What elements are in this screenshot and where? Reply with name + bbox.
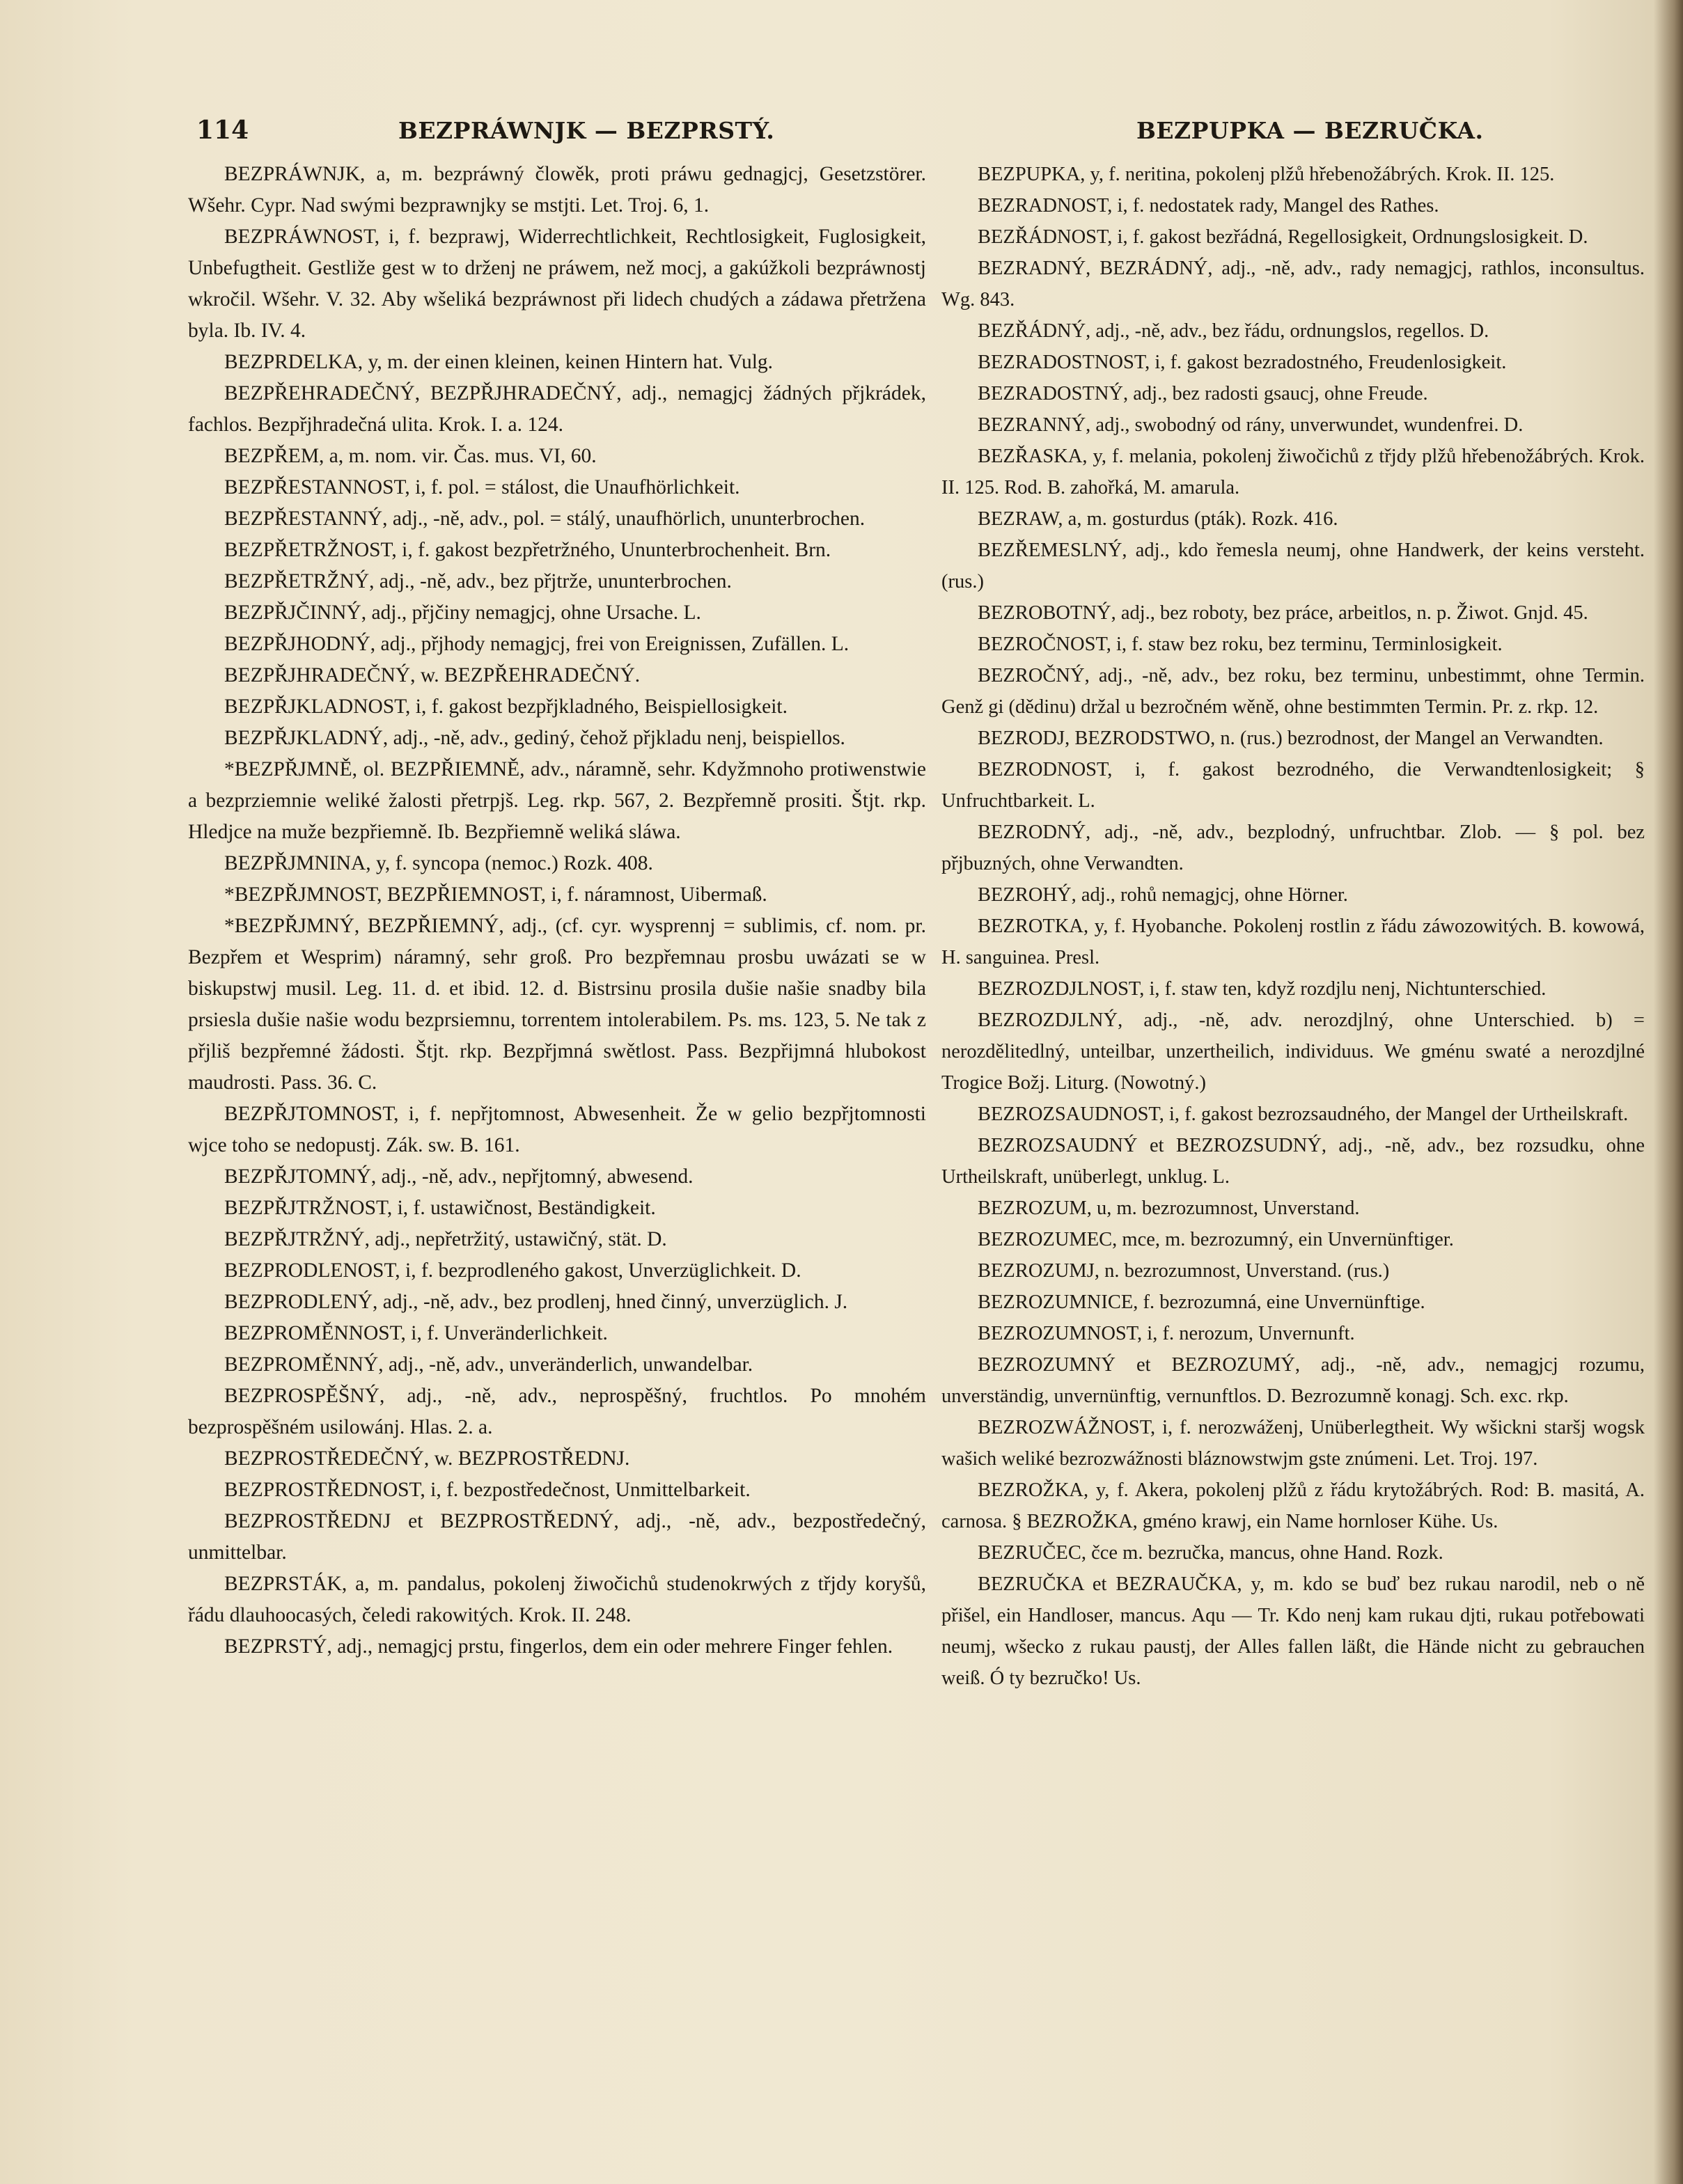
dictionary-entry: BEZPRSTÁK, a, m. pandalus, pokolenj žiwočichů studenokrwých z třjdy koryšů, řádu dlauhoocasých, čeledi rakowitých. Krok. II. 248.	[188, 1573, 926, 1626]
dictionary-entry: BEZPŘEM, a, m. nom. vir. Čas. mus. VI, 60.	[224, 445, 597, 467]
dictionary-entry: *BEZPŘJMNÝ, BEZPŘIEMNÝ, adj., (cf. cyr. wysprennj = sublimis, cf. nom. pr. Bezpřem et Wesprim) náramný, sehr groß. Pro bezpřemnau prosbu uwázati se w biskupstwj musil. Leg. 11. d. et ibid. 12. d. Bistrsinu prosila dušie našie snadby bila prsiesla dušie našie wodu bezprsiemnu, torrentem intolerabilem. Ps. ms. 123, 5. Ne tak z přjliš bezpřemné žádosti. Štjt. rkp. Bezpřjmná swětlost. Pass. Bezpřijmná hlubokost maudrosti. Pass. 36. C.	[188, 915, 926, 1094]
dictionary-entry: BEZRAW, a, m. gosturdus (pták). Rozk. 416.	[978, 508, 1338, 530]
dictionary-entry: BEZRUČKA et BEZRAUČKA, y, m. kdo se buď bez rukau narodil, neb o ně přišel, ein Handloser, mancus. Aqu — Tr. Kdo nenj kam rukau djti, rukau potřebowati neumj, wšecko z rukau paustj, der Alles fallen läßt, die Hände nicht zu gebrauchen weiß. Ó ty bezručko! Us.	[941, 1573, 1645, 1689]
dictionary-entry: BEZROZDJLNÝ, adj., -ně, adv. nerozdjlný, ohne Unterschied. b) = nerozdělitedlný, unteilbar, unzertheilich, individuus. We gménu swaté a nerozdjlné Trogice Božj. Liturg. (Nowotný.)	[941, 1009, 1645, 1094]
dictionary-entry: BEZRODJ, BEZRODSTWO, n. (rus.) bezrodnost, der Mangel an Verwandten.	[978, 728, 1604, 749]
dictionary-entry: BEZPŘETRŽNOST, i, f. gakost bezpřetržného, Ununterbrochenheit. Brn.	[224, 539, 831, 561]
dictionary-entry: BEZROŽKA, y, f. Akera, pokolenj plžů z řádu krytožábrých. Rod: B. masitá, A. carnosa. § BEZROŽKA, gméno krawj, ein Name hornloser Kühe. Us.	[941, 1479, 1645, 1532]
dictionary-entry: BEZPŘJKLADNÝ, adj., -ně, adv., gediný, čehož přjkladu nenj, beispiellos.	[224, 727, 845, 749]
dictionary-entry: BEZROZUMEC, mce, m. bezrozumný, ein Unvernünftiger.	[978, 1229, 1454, 1250]
left-column	[188, 159, 926, 1663]
dictionary-entry: BEZPŘJTOMNOST, i, f. nepřjtomnost, Abwesenheit. Že w gelio bezpřjtomnosti wjce toho se nedopustj. Zák. sw. B. 161.	[188, 1103, 926, 1156]
dictionary-entry: BEZPROMĚNNOST, i, f. Unveränderlichkeit.	[224, 1322, 608, 1344]
dictionary-entry: BEZROZUMNÝ et BEZROZUMÝ, adj., -ně, adv., nemagjcj rozumu, unverständig, unvernünftig, vernunftlos. D. Bezrozumně konagj. Sch. exc. rkp.	[941, 1354, 1645, 1407]
dictionary-entry: BEZROČNÝ, adj., -ně, adv., bez roku, bez terminu, unbestimmt, ohne Termin. Genž gi (dědinu) držal u bezročném wěně, ohne bestimmten Termin. Pr. z. rkp. 12.	[941, 665, 1645, 718]
right-column	[941, 159, 1645, 1694]
dictionary-entry: BEZROZUMJ, n. bezrozumnost, Unverstand. (rus.)	[978, 1260, 1390, 1282]
dictionary-entry: BEZPŘJMNINA, y, f. syncopa (nemoc.) Rozk. 408.	[224, 852, 653, 874]
dictionary-entry: BEZPRÁWNOST, i, f. bezprawj, Widerrechtlichkeit, Rechtlosigkeit, Fuglosigkeit, Unbefugtheit. Gestliže gest w to drženj ne práwem, než mocj, a gakúžkoli bezpráwnostj wkročil. Wšehr. V. 32. Aby wšeliká bezpráwnost při lidech chudých a zádawa přetržena byla. Ib. IV. 4.	[188, 226, 926, 342]
dictionary-entry: BEZROBOTNÝ, adj., bez roboty, bez práce, arbeitlos, n. p. Žiwot. Gnjd. 45.	[978, 602, 1588, 624]
dictionary-entry: BEZPROSTŘEDNJ et BEZPROSTŘEDNÝ, adj., -ně, adv., bezpostředečný, unmittelbar.	[188, 1510, 926, 1564]
dictionary-entry: BEZŘÁDNÝ, adj., -ně, adv., bez řádu, ordnungslos, regellos. D.	[978, 320, 1489, 342]
dictionary-entry: BEZRODNOST, i, f. gakost bezrodného, die Verwandtenlosigkeit; § Unfruchtbarkeit. L.	[941, 759, 1645, 812]
dictionary-entry: BEZPROSPĚŠNÝ, adj., -ně, adv., neprospěšný, fruchtlos. Po mnohém bezprospěšném usilowánj. Hlas. 2. a.	[188, 1385, 926, 1438]
dictionary-entry: BEZPŘESTANNÝ, adj., -ně, adv., pol. = stálý, unaufhörlich, ununterbrochen.	[224, 508, 866, 530]
dictionary-entry: BEZŘASKA, y, f. melania, pokolenj žiwočichů z třjdy plžů hřebenožábrých. Krok. II. 125. Rod. B. zahořká, M. amarula.	[941, 446, 1645, 498]
dictionary-entry: BEZPRODLENÝ, adj., -ně, adv., bez prodlenj, hned činný, unverzüglich. J.	[224, 1291, 848, 1313]
page-number: 114	[196, 116, 249, 145]
dictionary-entry: BEZPRÁWNJK, a, m. bezpráwný člowěk, proti práwu gednagjcj, Gesetzstörer. Wšehr. Cypr. Nad swými bezprawnjky se mstjti. Let. Troj. 6, 1.	[188, 163, 926, 217]
dictionary-entry: *BEZPŘJMNOST, BEZPŘIEMNOST, i, f. náramnost, Uibermaß.	[224, 883, 767, 906]
dictionary-entry: BEZRADNÝ, BEZRÁDNÝ, adj., -ně, adv., rady nemagjcj, rathlos, inconsultus. Wg. 843.	[941, 258, 1645, 311]
dictionary-entry: BEZPRDELKA, y, m. der einen kleinen, keinen Hintern hat. Vulg.	[224, 351, 774, 373]
dictionary-entry: BEZPŘJTOMNÝ, adj., -ně, adv., nepřjtomný, abwesend.	[224, 1165, 694, 1188]
dictionary-entry: BEZPŘJHODNÝ, adj., přjhody nemagjcj, frei von Ereignissen, Zufällen. L.	[224, 633, 850, 655]
dictionary-entry: BEZROZUM, u, m. bezrozumnost, Unverstand.	[978, 1197, 1360, 1219]
dictionary-entry: BEZPRODLENOST, i, f. bezprodleného gakost, Unverzüglichkeit. D.	[224, 1259, 801, 1282]
dictionary-entry: BEZPŘJTRŽNOST, i, f. ustawičnost, Beständigkeit.	[224, 1197, 656, 1219]
right-running-head: BEZPUPKA — BEZRUČKA.	[1136, 117, 1484, 144]
dictionary-entry: BEZROZUMNOST, i, f. nerozum, Unvernunft.	[978, 1323, 1355, 1344]
dictionary-entry: BEZPŘESTANNOST, i, f. pol. = stálost, die Unaufhörlichkeit.	[224, 476, 740, 498]
dictionary-entry: BEZŘEMESLNÝ, adj., kdo řemesla neumj, ohne Handwerk, der keins versteht. (rus.)	[941, 540, 1645, 592]
dictionary-entry: *BEZPŘJMNĚ, ol. BEZPŘIEMNĚ, adv., náramně, sehr. Kdyžmnoho protiwenstwie a bezprziemnie weliké žalosti přetrpjš. Leg. rkp. 567, 2. Bezpřemně prositi. Štjt. rkp. Hledjce na muže bezpřiemně. Ib. Bezpřiemně weliká sláwa.	[188, 758, 926, 843]
dictionary-entry: BEZRADOSTNOST, i, f. gakost bezradostného, Freudenlosigkeit.	[978, 352, 1507, 373]
left-running-head: BEZPRÁWNJK — BEZPRSTÝ.	[398, 117, 775, 144]
dictionary-entry: BEZRADNOST, i, f. nedostatek rady, Mangel des Rathes.	[978, 195, 1439, 217]
dictionary-entry: BEZPUPKA, y, f. neritina, pokolenj plžů hřebenožábrých. Krok. II. 125.	[978, 164, 1555, 185]
dictionary-entry: BEZPRSTÝ, adj., nemagjcj prstu, fingerlos, dem ein oder mehrere Finger fehlen.	[224, 1635, 893, 1658]
dictionary-entry: BEZPROMĚNNÝ, adj., -ně, adv., unveränderlich, unwandelbar.	[224, 1353, 753, 1376]
page-header	[196, 116, 1645, 150]
dictionary-entry: BEZPŘJKLADNOST, i, f. gakost bezpřjkladného, Beispiellosigkeit.	[224, 696, 788, 718]
dictionary-entry: BEZROZWÁŽNOST, i, f. nerozwáženj, Unüberlegtheit. Wy wšickni staršj wogsk wašich weliké bezrozwážnosti bláznowstwjm gste znúmeni. Let. Troj. 197.	[941, 1417, 1645, 1470]
dictionary-entry: BEZROZDJLNOST, i, f. staw ten, když rozdjlu nenj, Nichtunterschied.	[978, 978, 1547, 1000]
dictionary-entry: BEZRADOSTNÝ, adj., bez radosti gsaucj, ohne Freude.	[978, 383, 1428, 404]
dictionary-entry: BEZPŘJHRADEČNÝ, w. BEZPŘEHRADEČNÝ.	[224, 664, 641, 686]
dictionary-entry: BEZPROSTŘEDNOST, i, f. bezpostředečnost, Unmittelbarkeit.	[224, 1479, 751, 1501]
dictionary-entry: BEZRUČEC, čce m. bezručka, mancus, ohne Hand. Rozk.	[978, 1542, 1443, 1564]
dictionary-entry: BEZROZUMNICE, f. bezrozumná, eine Unvernünftige.	[978, 1291, 1425, 1313]
dictionary-entry: BEZROČNOST, i, f. staw bez roku, bez terminu, Terminlosigkeit.	[978, 634, 1503, 655]
dictionary-entry: BEZRODNÝ, adj., -ně, adv., bezplodný, unfruchtbar. Zlob. — § pol. bez přjbuzných, ohne Verwandten.	[941, 822, 1645, 874]
dictionary-entry: BEZROZSAUDNÝ et BEZROZSUDNÝ, adj., -ně, adv., bez rozsudku, ohne Urtheilskraft, unüberlegt, unklug. L.	[941, 1135, 1645, 1188]
dictionary-entry: BEZRANNÝ, adj., swobodný od rány, unverwundet, wundenfrei. D.	[978, 414, 1524, 436]
dictionary-entry: BEZROZSAUDNOST, i, f. gakost bezrozsaudného, der Mangel der Urtheilskraft.	[978, 1103, 1629, 1125]
page-edge-shadow	[1654, 0, 1683, 2184]
dictionary-entry: BEZROHÝ, adj., rohů nemagjcj, ohne Hörner.	[978, 884, 1348, 906]
dictionary-entry: BEZPŘETRŽNÝ, adj., -ně, adv., bez přjtrže, ununterbrochen.	[224, 570, 732, 592]
dictionary-entry: BEZPŘJTRŽNÝ, adj., nepřetržitý, ustawičný, stät. D.	[224, 1228, 667, 1250]
dictionary-entry: BEZPŘJČINNÝ, adj., přjčiny nemagjcj, ohne Ursache. L.	[224, 602, 701, 624]
dictionary-entry: BEZŘÁDNOST, i, f. gakost bezřádná, Regellosigkeit, Ordnungslosigkeit. D.	[978, 226, 1588, 248]
dictionary-entry: BEZPROSTŘEDEČNÝ, w. BEZPROSTŘEDNJ.	[224, 1447, 630, 1470]
dictionary-entry: BEZROTKA, y, f. Hyobanche. Pokolenj rostlin z řádu záwozowitých. B. kowowá, H. sanguinea. Presl.	[941, 916, 1645, 968]
dictionary-entry: BEZPŘEHRADEČNÝ, BEZPŘJHRADEČNÝ, adj., nemagjcj žádných přjkrádek, fachlos. Bezpřjhradečná ulita. Krok. I. a. 124.	[188, 382, 926, 436]
